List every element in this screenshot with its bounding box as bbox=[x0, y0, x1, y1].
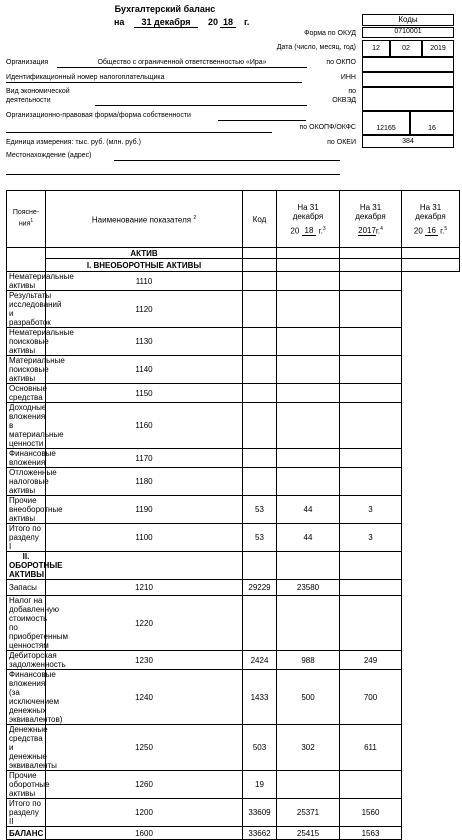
row-value-2018: 1433 bbox=[243, 670, 277, 725]
activity-label-1: Вид экономической bbox=[6, 88, 70, 95]
inn-code-label: ИНН bbox=[340, 74, 356, 81]
row-value-2018 bbox=[243, 384, 277, 403]
okved-label-1: по bbox=[348, 88, 356, 95]
table-row bbox=[7, 596, 460, 651]
table-row bbox=[7, 827, 460, 840]
activity-label-2: деятельности bbox=[6, 97, 51, 104]
notes-column bbox=[7, 248, 46, 272]
row-code: 1600 bbox=[46, 827, 243, 840]
ownership-form-line bbox=[6, 124, 272, 133]
address-line-2 bbox=[6, 165, 340, 175]
section1-title: I. ВНЕОБОРОТНЫЕ АКТИВЫ bbox=[46, 259, 243, 272]
table-row bbox=[7, 580, 460, 596]
table-row bbox=[7, 670, 460, 725]
row-name: Денежные средства и денежные эквиваленты bbox=[7, 725, 46, 771]
col-period1-header: На 31 декабря 20 18 г.$^3$ bbox=[277, 191, 340, 248]
address-label: Местонахождение (адрес) bbox=[6, 152, 92, 159]
address-line-1 bbox=[114, 151, 340, 161]
okpo-label: по ОКПО bbox=[326, 59, 356, 66]
row-name: Итого по разделу I bbox=[7, 524, 46, 552]
row-code: 1220 bbox=[46, 596, 243, 651]
okei-label: по ОКЕИ bbox=[327, 139, 356, 146]
row-name: Прочие внеоборотные активы bbox=[7, 496, 46, 524]
row-value-2016 bbox=[340, 468, 402, 496]
row-value-2016: 611 bbox=[340, 725, 402, 771]
row-code: 1250 bbox=[46, 725, 243, 771]
table-row bbox=[7, 291, 460, 328]
row-value-2016: 1560 bbox=[340, 799, 402, 827]
row-value-2018 bbox=[243, 291, 277, 328]
row-value-2018: 503 bbox=[243, 725, 277, 771]
row-value-2016 bbox=[340, 272, 402, 291]
row-code: 1110 bbox=[46, 272, 243, 291]
table-row bbox=[7, 771, 460, 799]
row-value-2017: 44 bbox=[277, 524, 340, 552]
row-value-2018 bbox=[243, 356, 277, 384]
row-value-2017 bbox=[277, 384, 340, 403]
assets-title: АКТИВ bbox=[46, 248, 243, 259]
row-value-2016: 3 bbox=[340, 496, 402, 524]
row-name: Дебиторская задолженность bbox=[7, 651, 46, 670]
row-value-2017: 25371 bbox=[277, 799, 340, 827]
row-value-2017: 302 bbox=[277, 725, 340, 771]
inn-label: Идентификационный номер налогоплательщика bbox=[6, 74, 302, 83]
year-suffix: г. bbox=[244, 17, 250, 27]
date-day: 12 bbox=[362, 40, 390, 57]
org-value: Общество с ограниченной ответственностью «Ира» bbox=[57, 59, 307, 68]
col-name-header: Наименование показателя $^2$ bbox=[46, 191, 243, 248]
row-value-2017: 23580 bbox=[277, 580, 340, 596]
row-value-2017 bbox=[277, 328, 340, 356]
row-name: Нематериальные активы bbox=[7, 272, 46, 291]
balance-table bbox=[6, 190, 460, 840]
date-label: Дата (число, месяц, год) bbox=[276, 44, 356, 51]
row-value-2018: 19 bbox=[243, 771, 277, 799]
table-row bbox=[7, 468, 460, 496]
legal-form-label: Организационно-правовая форма/форма собственности bbox=[6, 112, 191, 119]
row-name: Налог на добавленную стоимость по приобретенным ценностям bbox=[7, 596, 46, 651]
okved-label-2: ОКВЭД bbox=[332, 97, 356, 104]
row-code: 1120 bbox=[46, 291, 243, 328]
section1-title-row bbox=[7, 259, 460, 272]
row-code: 1150 bbox=[46, 384, 243, 403]
table-header-row bbox=[7, 191, 460, 248]
row-value-2016 bbox=[340, 291, 402, 328]
row-code: 1260 bbox=[46, 771, 243, 799]
row-name: Основные средства bbox=[7, 384, 46, 403]
row-name: Результаты исследований и разработок bbox=[7, 291, 46, 328]
activity-value bbox=[95, 96, 307, 106]
report-date: 31 декабря bbox=[134, 17, 198, 28]
date-prefix: на bbox=[114, 17, 125, 27]
row-name: Нематериальные поисковые активы bbox=[7, 328, 46, 356]
table-row bbox=[7, 272, 460, 291]
row-code: 1100 bbox=[46, 524, 243, 552]
row-value-2017 bbox=[277, 272, 340, 291]
okei-value: 384 bbox=[362, 135, 454, 148]
row-name: Доходные вложения в материальные ценности bbox=[7, 403, 46, 449]
row-value-2018: 29229 bbox=[243, 580, 277, 596]
row-value-2016: 700 bbox=[340, 670, 402, 725]
row-value-2016 bbox=[340, 580, 402, 596]
col-note-header: Поясне-ния$^1$ bbox=[7, 191, 46, 248]
unit-label: Единица измерения: тыс. руб. (млн. руб.) bbox=[6, 139, 141, 146]
row-value-2016 bbox=[340, 403, 402, 449]
section2-title-row bbox=[7, 552, 460, 580]
codes-header: Коды bbox=[362, 14, 454, 26]
row-value-2016 bbox=[340, 596, 402, 651]
row-name: Итого по разделу II bbox=[7, 799, 46, 827]
row-value-2016 bbox=[340, 449, 402, 468]
row-code: 1130 bbox=[46, 328, 243, 356]
row-value-2017 bbox=[277, 449, 340, 468]
table-row bbox=[7, 449, 460, 468]
row-value-2018 bbox=[243, 449, 277, 468]
row-value-2017: 988 bbox=[277, 651, 340, 670]
table-row bbox=[7, 496, 460, 524]
okpo-value bbox=[362, 57, 454, 72]
row-code: 1210 bbox=[46, 580, 243, 596]
row-value-2017 bbox=[277, 468, 340, 496]
okopf-value: 12165 bbox=[362, 111, 410, 135]
table-row bbox=[7, 799, 460, 827]
row-name: БАЛАНС bbox=[7, 827, 46, 840]
row-name: Финансовые вложения bbox=[7, 449, 46, 468]
date-month: 02 bbox=[390, 40, 422, 57]
row-value-2018: 53 bbox=[243, 524, 277, 552]
col-period3-header: На 31 декабря 20 16 г.$^5$ bbox=[402, 191, 460, 248]
row-value-2017: 25415 bbox=[277, 827, 340, 840]
page-title: Бухгалтерский баланс bbox=[114, 4, 216, 14]
date-year: 2019 bbox=[422, 40, 454, 57]
row-name: Финансовые вложения (за исключением денежных эквивалентов) bbox=[7, 670, 46, 725]
row-value-2018 bbox=[243, 272, 277, 291]
row-name: Отложенные налоговые активы bbox=[7, 468, 46, 496]
table-row bbox=[7, 328, 460, 356]
okfs-value: 16 bbox=[410, 111, 454, 135]
table-row bbox=[7, 524, 460, 552]
row-value-2018 bbox=[243, 403, 277, 449]
org-label: Организация bbox=[6, 59, 49, 66]
okud-value: 0710001 bbox=[362, 27, 454, 38]
table-row bbox=[7, 725, 460, 771]
assets-title-row bbox=[7, 248, 460, 259]
row-value-2017 bbox=[277, 291, 340, 328]
row-value-2018: 33662 bbox=[243, 827, 277, 840]
row-code: 1140 bbox=[46, 356, 243, 384]
row-code: 1190 bbox=[46, 496, 243, 524]
col-code-header: Код bbox=[243, 191, 277, 248]
row-value-2017 bbox=[277, 771, 340, 799]
row-code: 1170 bbox=[46, 449, 243, 468]
okved-value bbox=[362, 87, 454, 111]
row-name: Материальные поисковые активы bbox=[7, 356, 46, 384]
row-value-2017 bbox=[277, 403, 340, 449]
row-value-2017: 500 bbox=[277, 670, 340, 725]
row-name: Запасы bbox=[7, 580, 46, 596]
table-row bbox=[7, 384, 460, 403]
row-value-2017 bbox=[277, 356, 340, 384]
row-code: 1200 bbox=[46, 799, 243, 827]
row-value-2016 bbox=[340, 771, 402, 799]
row-value-2016: 249 bbox=[340, 651, 402, 670]
row-value-2016 bbox=[340, 384, 402, 403]
year-prefix: 20 bbox=[208, 17, 219, 27]
row-value-2017: 44 bbox=[277, 496, 340, 524]
table-row bbox=[7, 651, 460, 670]
row-name: Прочие оборотные активы bbox=[7, 771, 46, 799]
inn-value bbox=[362, 72, 454, 87]
row-value-2016 bbox=[340, 356, 402, 384]
col-period2-header: На 31 декабря 2017г.$^4$ bbox=[340, 191, 402, 248]
table-row bbox=[7, 403, 460, 449]
row-code: 1230 bbox=[46, 651, 243, 670]
report-year: 18 bbox=[220, 17, 236, 28]
row-value-2018: 2424 bbox=[243, 651, 277, 670]
row-code: 1180 bbox=[46, 468, 243, 496]
section2-title: II. ОБОРОТНЫЕ АКТИВЫ bbox=[7, 552, 46, 580]
row-value-2016: 3 bbox=[340, 524, 402, 552]
row-value-2018 bbox=[243, 328, 277, 356]
row-code: 1160 bbox=[46, 403, 243, 449]
okud-label: Форма по ОКУД bbox=[304, 30, 356, 37]
table-row bbox=[7, 356, 460, 384]
row-value-2017 bbox=[277, 596, 340, 651]
row-value-2016 bbox=[340, 328, 402, 356]
row-value-2016: 1563 bbox=[340, 827, 402, 840]
row-value-2018: 33609 bbox=[243, 799, 277, 827]
row-value-2018 bbox=[243, 468, 277, 496]
row-code: 1240 bbox=[46, 670, 243, 725]
legal-form-line bbox=[218, 112, 306, 121]
row-value-2018 bbox=[243, 596, 277, 651]
row-value-2018: 53 bbox=[243, 496, 277, 524]
okopf-label: по ОКОПФ/ОКФС bbox=[299, 124, 356, 131]
